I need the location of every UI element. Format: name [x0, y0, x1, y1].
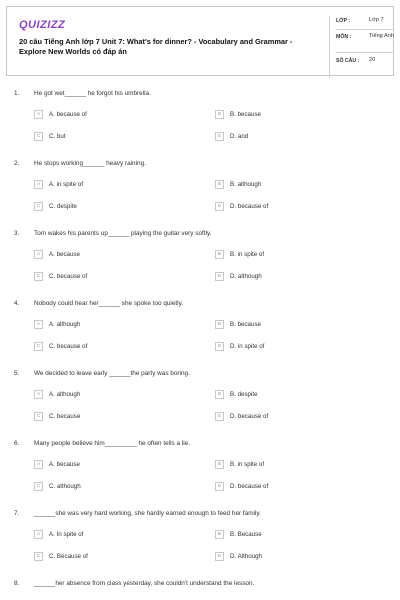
- answer-option-d[interactable]: [215, 201, 268, 211]
- answer-option-c[interactable]: [34, 551, 88, 561]
- answer-option-c[interactable]: [34, 411, 80, 421]
- question-number: 2.: [14, 160, 20, 167]
- count-value: 20: [369, 57, 376, 63]
- question-number: 1.: [14, 90, 20, 97]
- quizizz-logo: QUIZIZZ: [19, 19, 66, 31]
- answer-option-c[interactable]: [34, 341, 87, 351]
- option-letter-box: D: [215, 552, 224, 561]
- option-text: A. In spite of: [49, 530, 84, 538]
- option-letter-box: C: [34, 132, 43, 141]
- option-letter-box: B: [215, 250, 224, 259]
- answer-option-b[interactable]: [215, 249, 264, 259]
- question-text: He stops working______ heavy raining.: [34, 160, 146, 167]
- question-text: Tom wakes his parents up______ playing the guitar very softly.: [34, 230, 212, 237]
- worksheet-header: [6, 6, 394, 76]
- option-letter-box: C: [34, 272, 43, 281]
- option-text: C. because of: [49, 342, 88, 350]
- option-text: B. although: [230, 180, 262, 188]
- option-letter-box: D: [215, 272, 224, 281]
- subject-value: Tiếng Anh: [369, 33, 394, 39]
- option-text: A. because: [49, 250, 80, 258]
- option-text: C. Because of: [49, 552, 88, 560]
- option-letter-box: A: [34, 390, 43, 399]
- answer-option-a[interactable]: [34, 459, 80, 469]
- answer-option-a[interactable]: [34, 319, 80, 329]
- option-text: A. because: [49, 460, 80, 468]
- option-text: C. despite: [49, 202, 77, 210]
- option-text: A. because of: [49, 110, 87, 118]
- answer-option-b[interactable]: [215, 389, 258, 399]
- option-letter-box: D: [215, 202, 224, 211]
- option-text: A. although: [49, 320, 81, 328]
- question-number: 4.: [14, 300, 20, 307]
- question-text: ______her absence from class yesterday, she couldn't understand the lesson.: [34, 580, 255, 587]
- question-number: 3.: [14, 230, 20, 237]
- option-text: D. because of: [230, 412, 269, 420]
- option-letter-box: D: [215, 342, 224, 351]
- option-letter-box: A: [34, 460, 43, 469]
- option-letter-box: D: [215, 132, 224, 141]
- question-number: 6.: [14, 440, 20, 447]
- option-text: C. because of: [49, 272, 88, 280]
- answer-option-d[interactable]: [215, 481, 268, 491]
- meta-divider: [329, 16, 330, 78]
- option-letter-box: C: [34, 342, 43, 351]
- answer-option-a[interactable]: [34, 179, 83, 189]
- option-letter-box: A: [34, 180, 43, 189]
- option-text: D. and: [230, 132, 249, 140]
- answer-option-a[interactable]: [34, 109, 87, 119]
- question-text: We decided to leave early ______the party was boring.: [34, 370, 190, 377]
- option-text: B. Because: [230, 530, 262, 538]
- answer-option-d[interactable]: [215, 551, 262, 561]
- option-text: C. although: [49, 482, 81, 490]
- answer-option-c[interactable]: [34, 271, 87, 281]
- option-letter-box: B: [215, 460, 224, 469]
- question-number: 8.: [14, 580, 20, 587]
- question-number: 7.: [14, 510, 20, 517]
- option-text: C. but: [49, 132, 66, 140]
- option-letter-box: D: [215, 482, 224, 491]
- answer-option-d[interactable]: [215, 131, 248, 141]
- answer-option-a[interactable]: [34, 529, 83, 539]
- option-text: D. although: [230, 272, 262, 280]
- option-letter-box: D: [215, 412, 224, 421]
- option-text: A. in spite of: [49, 180, 84, 188]
- question-text: ______she was very hard working, she hardly earned enough to feed her family.: [34, 510, 261, 517]
- option-letter-box: B: [215, 390, 224, 399]
- question-text: Nobody could hear her______ she spoke too quietly.: [34, 300, 184, 307]
- answer-option-b[interactable]: [215, 319, 261, 329]
- option-letter-box: B: [215, 110, 224, 119]
- answer-option-b[interactable]: [215, 529, 262, 539]
- question-text: He got wet______ he forgot his umbrella.: [34, 90, 151, 97]
- option-letter-box: A: [34, 320, 43, 329]
- option-letter-box: B: [215, 180, 224, 189]
- option-text: A. although: [49, 390, 81, 398]
- answer-option-d[interactable]: [215, 341, 264, 351]
- option-letter-box: C: [34, 552, 43, 561]
- option-letter-box: C: [34, 412, 43, 421]
- question-number: 5.: [14, 370, 20, 377]
- option-text: D. in spite of: [230, 342, 265, 350]
- option-letter-box: C: [34, 482, 43, 491]
- worksheet-title: 20 câu Tiếng Anh lớp 7 Unit 7: What's for dinner? - Vocabulary and Grammar - Explore New Worlds có đáp án: [19, 37, 293, 56]
- answer-option-d[interactable]: [215, 271, 262, 281]
- option-letter-box: A: [34, 250, 43, 259]
- grade-label: LỚP :: [336, 18, 351, 24]
- grade-value: Lớp 7: [369, 17, 384, 23]
- answer-option-b[interactable]: [215, 179, 261, 189]
- option-letter-box: A: [34, 530, 43, 539]
- option-letter-box: B: [215, 530, 224, 539]
- answer-option-b[interactable]: [215, 459, 264, 469]
- option-letter-box: A: [34, 110, 43, 119]
- option-text: B. because: [230, 110, 261, 118]
- answer-option-c[interactable]: [34, 201, 77, 211]
- option-letter-box: C: [34, 202, 43, 211]
- answer-option-a[interactable]: [34, 389, 80, 399]
- option-text: B. despite: [230, 390, 258, 398]
- answer-option-c[interactable]: [34, 481, 81, 491]
- option-text: D. because of: [230, 202, 269, 210]
- option-text: C. because: [49, 412, 81, 420]
- count-label: SỐ CÂU :: [336, 58, 360, 64]
- option-text: B. because: [230, 320, 261, 328]
- meta-divider-line: [336, 52, 394, 53]
- subject-label: MÔN :: [336, 34, 352, 40]
- answer-option-c[interactable]: [34, 131, 66, 141]
- option-text: D. Although: [230, 552, 262, 560]
- question-text: Many people believe him_________ he often tells a lie.: [34, 440, 190, 447]
- answer-option-b[interactable]: [215, 109, 261, 119]
- option-letter-box: B: [215, 320, 224, 329]
- option-text: D. because of: [230, 482, 269, 490]
- option-text: B. in spite of: [230, 460, 265, 468]
- meta-divider-line: [336, 29, 394, 30]
- answer-option-a[interactable]: [34, 249, 80, 259]
- option-text: B. in spite of: [230, 250, 265, 258]
- answer-option-d[interactable]: [215, 411, 268, 421]
